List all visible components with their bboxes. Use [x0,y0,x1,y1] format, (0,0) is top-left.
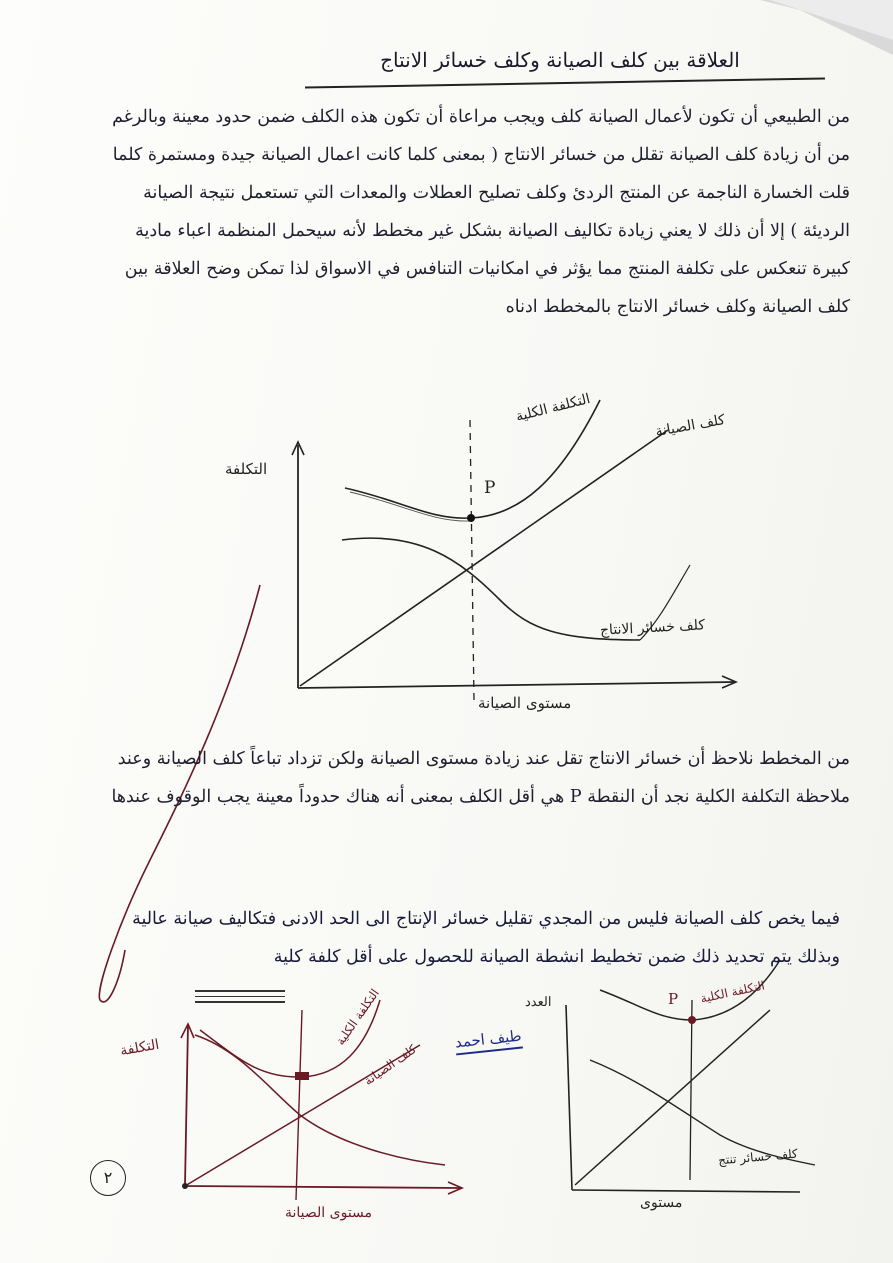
main-maintenance-cost-label: كلف الصيانة [654,412,727,440]
sketch-left-maintenance-label: كلف الصيانة [361,1041,419,1089]
sketch-left-total-label: التكلفة الكلية [333,986,383,1048]
main-x-axis-label: مستوى الصيانة [478,694,572,712]
total-cost-curve [345,400,600,518]
emphasis-underline [195,990,285,1007]
sketch-left-optimum-line [296,1010,302,1200]
sketch-right-optimum-point [688,1016,696,1024]
sketch-left-optimum-marker [295,1072,309,1080]
intro-paragraph: من الطبيعي أن تكون لأعمال الصيانة كلف ويجب مراعاة أن تكون هذه الكلف ضمن حدود معينة وبالرغم من أن زيادة كلف الصيانة تقلل من خسائر الانتاج ( بمعنى كلما كانت اعمال الصيانة جيدة ومستمرة كلما قلت الخسارة الناجمة عن المنتج الردئ وكلف تصليح العطلات والمعدات التي تستعمل نتيجة الصيانة الرديئة ) إلا أن ذلك لا يعني زيادة تكاليف الصيانة بشكل غير مخطط لأنه سيحمل المنظمة اعباء مادية كبيرة تنعكس على تكلفة المنتج مما يؤثر في امكانيات التنافس في الاسواق لذا تمكن وضح العلاقة بين كلف الصيانة وكلف خسائر الانتاج بالمخطط ادناه [112,107,850,317]
main-y-axis-label: التكلفة [225,460,268,478]
optimum-point [467,514,475,522]
sketch-left-x-axis [183,1186,462,1188]
page-number: ٢ [90,1160,126,1196]
sketch-left-y-label: التكلفة [118,1036,161,1060]
conclusion-paragraph: فيما يخص كلف الصيانة فليس من المجدي تقليل خسائر الإنتاج الى الحد الادنى فتكاليف صيانة عالية وبذلك يتم تحديد ذلك ضمن تخطيط انشطة الصيانة للحصول على أقل كلفة كلية [132,909,840,967]
main-production-loss-label: كلف خسائر الانتاج [599,617,706,639]
main-total-cost-label: التكلفة الكلية [514,391,592,425]
sketch-right-y-axis [566,1005,572,1190]
sketch-right-optimum-line [690,1000,692,1180]
sketch-right-loss-label: كلف خسائر تنتج [717,1146,799,1168]
sketch-left-chart [181,1000,462,1200]
sketch-right-point-label: P [668,990,679,1008]
optimum-dashed-line [470,420,474,700]
main-cost-chart [292,400,736,700]
student-signature: طيف احمد [454,1027,523,1056]
sketch-left-x-label: مستوى الصيانة [285,1205,373,1221]
sketch-left-y-axis [185,1025,188,1185]
sketch-right-x-axis [572,1190,800,1192]
maintenance-cost-line [300,430,668,686]
sketch-left-origin [182,1183,188,1189]
page-title: العلاقة بين كلف الصيانة وكلف خسائر الانتاج [380,48,740,72]
chart-explanation-paragraph: من المخطط نلاحظ أن خسائر الانتاج تقل عند زيادة مستوى الصيانة ولكن تزداد تباعاً كلف الصيانة وعند ملاحظة التكلفة الكلية نجد أن النقطة P هي أقل الكلف بمعنى أنه هناك حدوداً معينة يجب الوقوف عندها [111,749,850,807]
sketch-right-y-label: العدد [525,995,552,1010]
sketch-right-total-label: التكلفة الكلية [699,978,766,1006]
sketch-right-x-label: مستوى [640,1195,683,1211]
main-x-axis [298,682,735,688]
main-point-label: P [484,478,496,498]
